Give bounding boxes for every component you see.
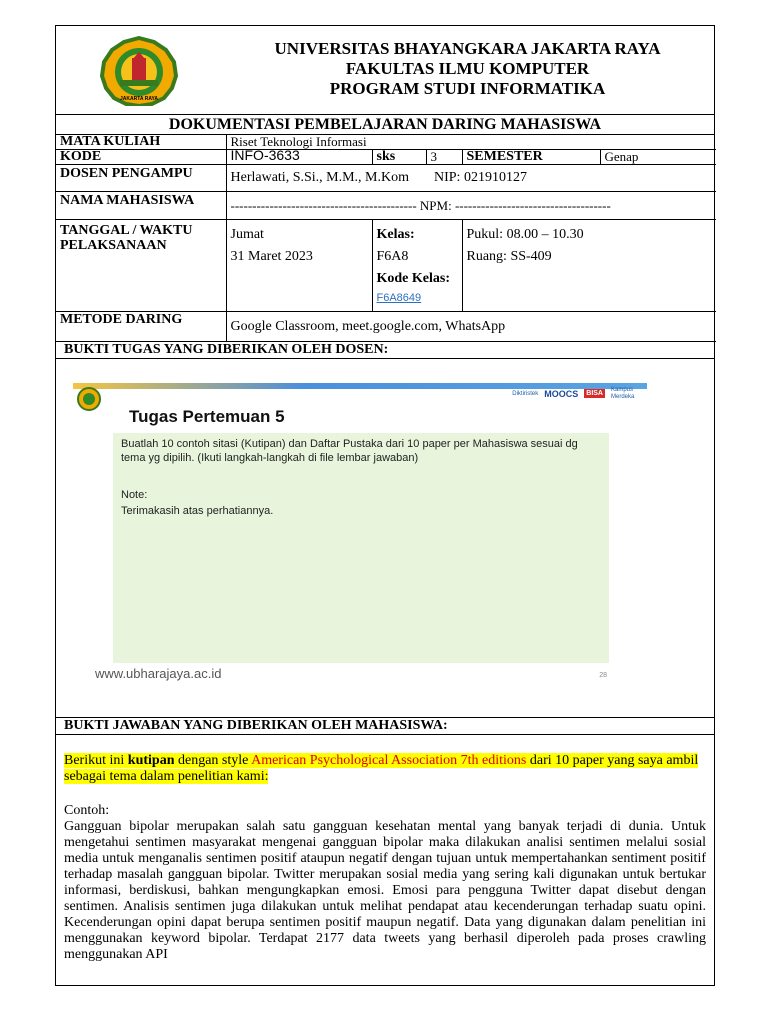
sks-label: sks (372, 149, 426, 164)
bukti-tugas-heading: BUKTI TUGAS YANG DIBERIKAN OLEH DOSEN: (56, 342, 714, 359)
metode-label: METODE DARING (56, 311, 226, 341)
kelas-value: F6A8 (376, 248, 409, 264)
document-title: DOKUMENTASI PEMBELAJARAN DARING MAHASISWA (56, 115, 714, 135)
ruang-value: Ruang: SS-409 (466, 248, 552, 264)
task-slide (73, 383, 647, 685)
answer-paragraph: Gangguan bipolar merupakan salah satu gangguan kesehatan mental yang banyak terjadi di dunia. Untuk mengetahui sentimen masyarakat mengenai gangguan bipolar maka dilakukan analisi sentimen melalui sosial media untuk menganalis sentimen positif ataupun negatif dengan tujuan untuk mempertahankan sentiment positif terhadap masalah gangguan bipolar. Twitter merupakan sosial media yang sering kali digunakan untuk bertukar informasi, berdiskusi, bahkan mengungkapkan emosi. Emosi para pengguna Twitter dapat disebut dengan sentimen. Analisis sentimen juga dilakukan untuk melihat pendapat atau kecenderungan terhadap suatu opini. Kecenderungan opini dapat berupa sentimen positif maupun negatif. Data yang digunakan dalam penelitian ini menggunakan keyword bipolar. Terdapat 2177 data tweets yang berhasil diperoleh pada proses crawling menggunakan API (64, 818, 706, 962)
slide-note-text: Terimakasih atas perhatiannya. (121, 504, 274, 517)
letterhead (56, 26, 714, 115)
pukul-value: Pukul: 08.00 – 10.30 (466, 226, 584, 242)
hari-value: Jumat (230, 226, 264, 242)
answer-intro (64, 753, 706, 785)
course-info-table (56, 135, 716, 342)
bukti-jawaban-heading: BUKTI JAWABAN YANG DIBERIKAN OLEH MAHASISWA: (56, 718, 714, 735)
kelas-cell (372, 219, 462, 311)
tanggal-label: TANGGAL / WAKTU PELAKSANAAN (56, 219, 226, 311)
contoh-label: Contoh: (64, 802, 110, 818)
slide-title: Tugas Pertemuan 5 (129, 406, 285, 426)
kode-kelas-label: Kode Kelas: (376, 270, 450, 286)
nama-mahasiswa-value: ------------------------------------------- NPM: ------------------------------------ (226, 191, 716, 219)
nama-mahasiswa-label: NAMA MAHASISWA (56, 191, 226, 219)
slide-content-box (113, 433, 609, 663)
metode-value: Google Classroom, meet.google.com, WhatsApp (226, 311, 716, 341)
slide-note-label: Note: (121, 488, 148, 501)
mata-kuliah-label: MATA KULIAH (56, 135, 226, 149)
bisa-logo-icon: BISA (586, 390, 603, 397)
dosen-value: Herlawati, S.Si., M.M., M.Kom (230, 169, 409, 185)
answer-body (56, 735, 714, 963)
program-name: PROGRAM STUDI INFORMATIKA (329, 79, 606, 98)
intro-part1: Berikut ini (64, 752, 128, 768)
faculty-name: FAKULTAS ILMU KOMPUTER (345, 59, 590, 78)
kelas-label: Kelas: (376, 226, 415, 242)
waktu-cell (462, 219, 716, 311)
tanggal-value: 31 Maret 2023 (230, 248, 313, 264)
task-screenshot-area (56, 359, 714, 718)
moocs-logo-icon: MOOCS (544, 388, 579, 399)
document-page (55, 25, 715, 986)
tanggal-cell (226, 219, 372, 311)
intro-citation-style: American Psychological Association 7th editions (251, 752, 527, 768)
nip-value: NIP: 021910127 (434, 169, 527, 185)
diktiristek-logo-icon: Diktiristek (512, 390, 539, 397)
mata-kuliah-value: Riset Teknologi Informasi (226, 135, 716, 149)
intro-part2: dengan style (174, 752, 252, 768)
slide-university-logo-icon (75, 387, 103, 411)
dosen-label: DOSEN PENGAMPU (56, 164, 226, 191)
kampus-merdeka-logo-icon: Kampus Merdeka (611, 386, 635, 400)
logo-caption: JAKARTA RAYA (120, 96, 158, 102)
university-name: UNIVERSITAS BHAYANGKARA JAKARTA RAYA (274, 39, 661, 58)
intro-bold: kutipan (127, 752, 175, 768)
institution-heading (221, 39, 714, 99)
slide-page-number: 28 (599, 671, 607, 679)
semester-label: SEMESTER (462, 149, 600, 164)
slide-instruction: Buatlah 10 contoh sitasi (Kutipan) dan Daftar Pustaka dari 10 paper per Mahasiswa sesuai dg tema yg dipilih. (Ikuti langkah-langkah di file lembar jawaban) (121, 437, 578, 464)
slide-note (121, 487, 273, 519)
kode-value: INFO-3633 (226, 149, 372, 164)
slide-website: www.ubharajaya.ac.id (95, 665, 222, 681)
sks-value: 3 (426, 149, 462, 164)
slide-partner-logos (512, 387, 641, 401)
university-logo-icon (96, 36, 182, 106)
kode-kelas-link[interactable]: F6A8649 (376, 291, 422, 304)
dosen-cell (226, 164, 716, 191)
intro-part3: dari 10 paper yang saya ambil sebagai tema dalam penelitian kami: (64, 752, 699, 784)
semester-value: Genap (600, 149, 716, 164)
kode-label: KODE (56, 149, 226, 164)
